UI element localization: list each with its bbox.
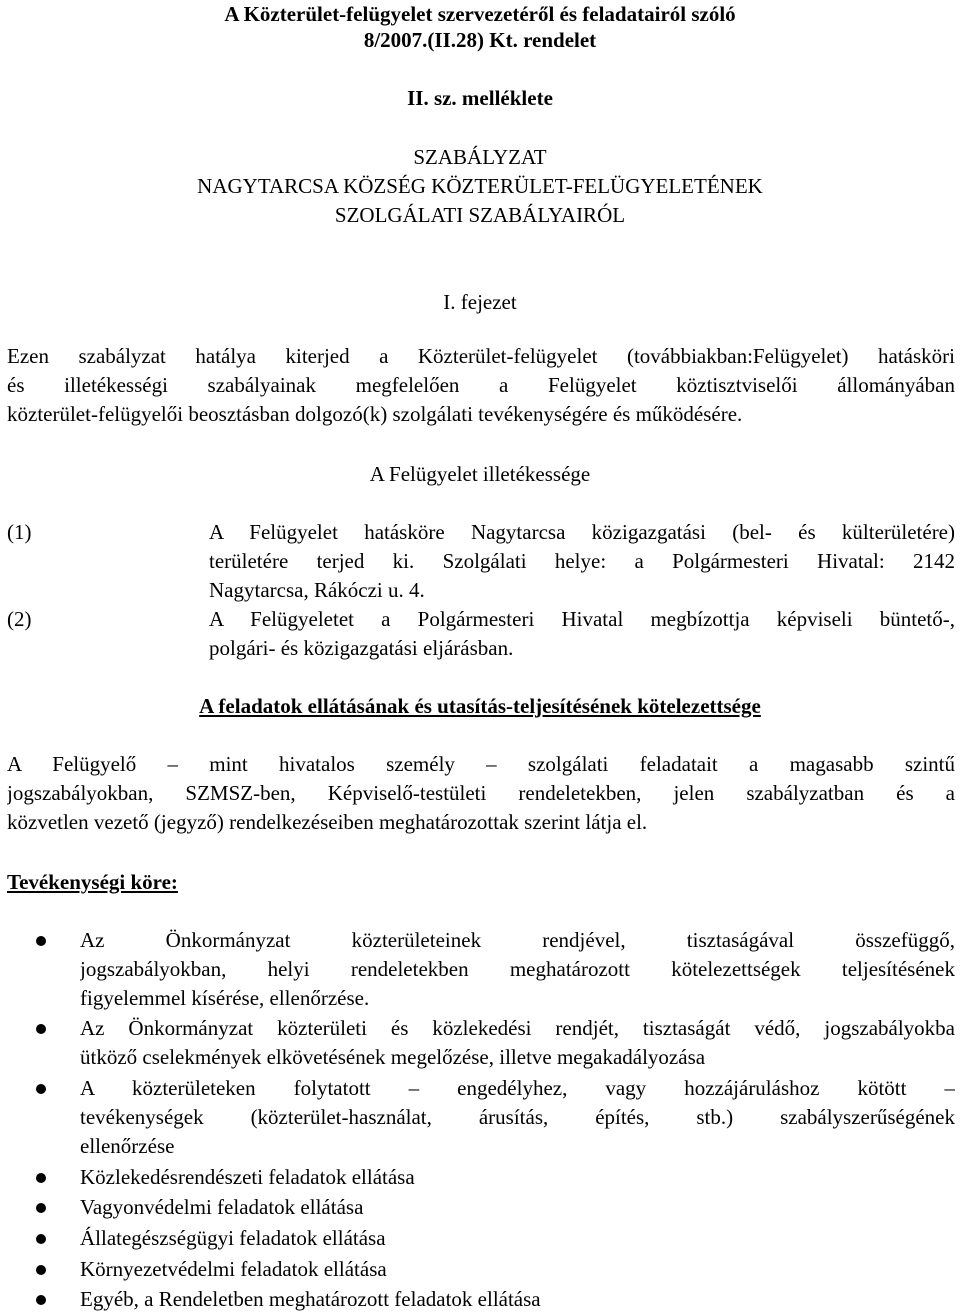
bullet-line: Környezetvédelmi feladatok ellátása — [80, 1257, 387, 1281]
bullet-line: Állategészségügyi feladatok ellátása — [80, 1226, 386, 1250]
scope-heading — [7, 868, 178, 897]
bullet-text — [80, 1163, 955, 1192]
item-text — [209, 518, 955, 605]
bullet-text — [80, 926, 955, 1013]
bullet-icon — [36, 1203, 46, 1213]
bullet-icon — [36, 1295, 46, 1305]
scope-bullet-5 — [0, 1193, 960, 1222]
intro-paragraph — [7, 342, 955, 429]
bullet-text — [80, 1255, 955, 1284]
duties-line: A Felügyelő – mint hivatalos személy – szolgálati feladatait a magasabb szintű — [7, 752, 955, 776]
scope-bullet-7 — [0, 1255, 960, 1284]
competence-heading: A Felügyelet illetékessége — [369, 462, 591, 486]
bullet-text — [80, 1193, 955, 1222]
scope-bullet-6 — [0, 1224, 960, 1253]
bullet-line: Az Önkormányzat közterületeinek rendjével, tisztaságával összefüggő, — [80, 928, 955, 952]
duties-paragraph — [7, 750, 955, 837]
bullet-text — [80, 1074, 955, 1161]
scope-bullet-8 — [0, 1285, 960, 1314]
bullet-line: Vagyonvédelmi feladatok ellátása — [80, 1195, 364, 1219]
bullet-text — [80, 1224, 955, 1253]
bullet-icon — [36, 1173, 46, 1183]
bullet-line: Az Önkormányzat közterületi és közlekedési rendjét, tisztaságát védő, jogszabályokba — [80, 1016, 955, 1040]
bullet-icon — [36, 1084, 46, 1094]
bullet-icon — [36, 1265, 46, 1275]
duties-line: jogszabályokban, SZMSZ-ben, Képviselő-testületi rendeletekben, jelen szabályzatban és a — [7, 781, 955, 805]
item-line: A Felügyelet hatásköre Nagytarcsa közigazgatási (bel- és külterületére) — [209, 520, 955, 544]
item-line: polgári- és közigazgatási eljárásban. — [209, 636, 514, 660]
scope-bullet-4 — [0, 1163, 960, 1192]
intro-line: és illetékességi szabályainak megfelelően a Felügyelet köztisztviselői állományában — [7, 373, 955, 397]
bullet-line: figyelemmel kísérése, ellenőrzése. — [80, 986, 370, 1010]
bullet-line: ellenőrzése — [80, 1134, 175, 1158]
duties-heading-text: A feladatok ellátásának és utasítás-teljesítésének kötelezettsége — [199, 694, 761, 718]
regulation-title-line-2: NAGYTARCSA KÖZSÉG KÖZTERÜLET-FELÜGYELETÉNEK — [197, 174, 763, 198]
document-title-line-1: A Közterület-felügyelet szervezetéről és feladatairól szóló — [224, 2, 736, 26]
bullet-text — [80, 1014, 955, 1072]
bullet-line: tevékenységek (közterület-használat, árusítás, építés, stb.) szabályszerűségének — [80, 1105, 955, 1129]
bullet-icon — [36, 936, 46, 946]
bullet-line: ütköző cselekmények elkövetésének megelőzése, illetve megakadályozása — [80, 1045, 706, 1069]
bullet-icon — [36, 1234, 46, 1244]
item-number: (2) — [7, 607, 32, 631]
bullet-line: Közlekedésrendészeti feladatok ellátása — [80, 1165, 415, 1189]
bullet-text — [80, 1285, 955, 1314]
competence-item-1 — [0, 518, 960, 605]
item-number: (1) — [7, 520, 32, 544]
document-title-line-2: 8/2007.(II.28) Kt. rendelet — [363, 28, 597, 52]
item-text — [209, 605, 955, 663]
bullet-icon — [36, 1024, 46, 1034]
annex-label: II. sz. melléklete — [407, 86, 553, 110]
item-line: A Felügyeletet a Polgármesteri Hivatal megbízottja képviseli büntető-, — [209, 607, 955, 631]
intro-line: közterület-felügyelői beosztásban dolgozó(k) szolgálati tevékenységére és működésére. — [7, 402, 743, 426]
competence-item-2 — [0, 605, 960, 663]
bullet-line: jogszabályokban, helyi rendeletekben meghatározott kötelezettségek teljesítésének — [80, 957, 955, 981]
scope-heading-text: Tevékenységi köre: — [7, 870, 178, 894]
bullet-line: Egyéb, a Rendeletben meghatározott feladatok ellátása — [80, 1287, 541, 1311]
chapter-heading: I. fejezet — [443, 290, 517, 314]
intro-line: Ezen szabályzat hatálya kiterjed a Közterület-felügyelet (továbbiakban:Felügyelet) hatásköri — [7, 344, 955, 368]
item-line: Nagytarcsa, Rákóczi u. 4. — [209, 578, 425, 602]
scope-bullet-3 — [0, 1074, 960, 1161]
duties-line: közvetlen vezető (jegyző) rendelkezéseiben meghatározottak szerint látja el. — [7, 810, 648, 834]
bullet-line: A közterületeken folytatott – engedélyhez, vagy hozzájáruláshoz kötött – — [80, 1076, 955, 1100]
item-line: területére terjed ki. Szolgálati helye: a Polgármesteri Hivatal: 2142 — [209, 549, 955, 573]
duties-heading — [0, 692, 960, 721]
regulation-title-line-1: SZABÁLYZAT — [413, 145, 547, 169]
regulation-title-line-3: SZOLGÁLATI SZABÁLYAIRÓL — [334, 203, 626, 227]
scope-bullet-1 — [0, 926, 960, 1013]
scope-bullet-2 — [0, 1014, 960, 1072]
